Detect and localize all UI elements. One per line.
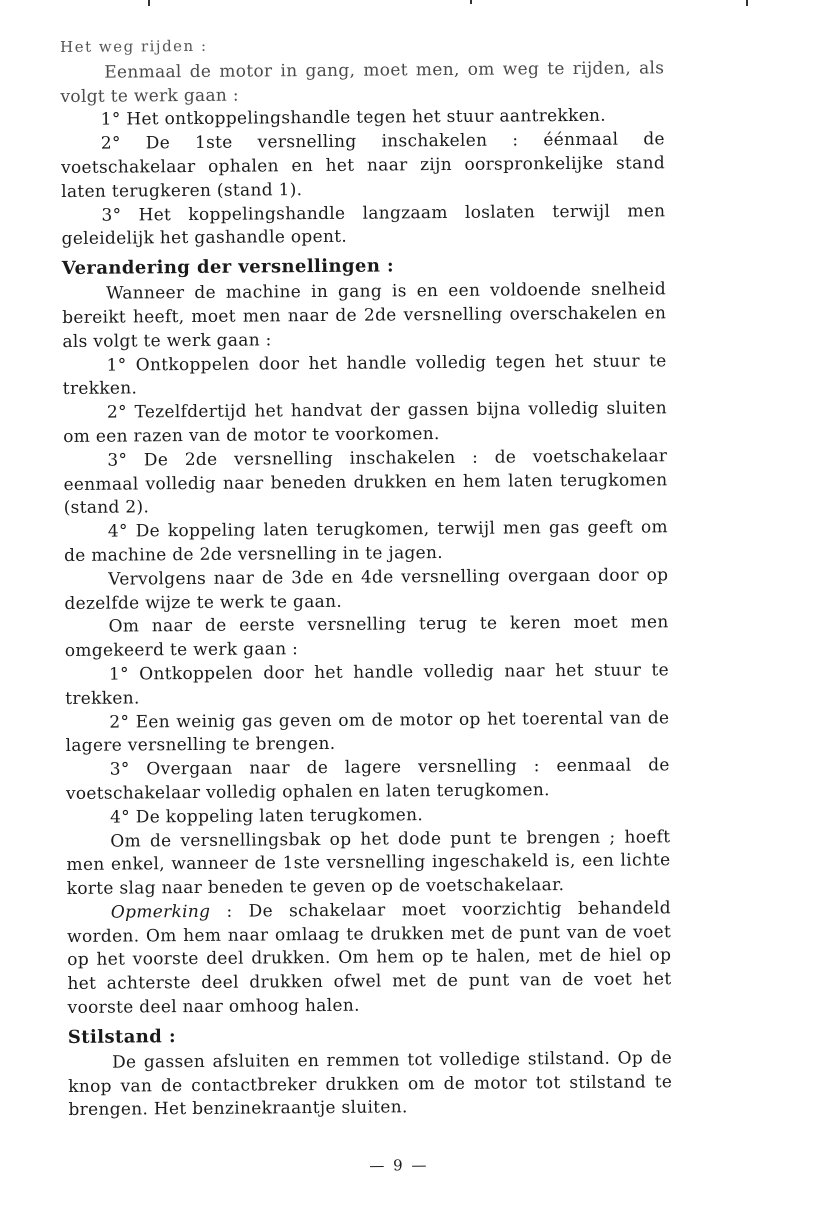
shift-step-1: 1° Ontkoppelen door het handle volledig tegen het stuur te trekken. <box>62 350 667 400</box>
heading-shifting: Verandering der versnellingen : <box>61 255 395 280</box>
heading-stop: Stilstand : <box>67 1025 177 1048</box>
shift-next-paragraph: Vervolgens naar de 3de en 4de versnelling overgaan door op dezelfde wijze te werk te gaan. <box>64 564 669 614</box>
start-step-1: 1° Het ontkoppelingshandle tegen het stuur aantrekken. <box>100 106 607 131</box>
document-page <box>60 31 673 1177</box>
downshift-step-3: 3° Overgaan naar de lagere versnelling : eenmaal de voetschakelaar volledig ophalen en laten terugkomen. <box>65 755 670 804</box>
start-step-3: 3° Het koppelingshandle langzaam loslaten terwijl men geleidelijk het gashandle opent. <box>61 200 666 250</box>
start-step-2: 2° De 1ste versnelling inschakelen : éénmaal de voetschakelaar ophalen en het naar zijn oorspronkelijke stand laten terugkeren (stand 1). <box>60 129 666 202</box>
scan-speck-top-center <box>470 0 472 4</box>
note-text: : De schakelaar moet voorzichtig behandeld worden. Om hem naar omlaag te drukken met de punt van de voet op het voorste deel drukken. Om hem op te halen, met de hiel op het achterste deel drukken ofwel met de punt van de voet het voorste deel naar omhoog halen. <box>66 898 672 1019</box>
stop-paragraph: De gassen afsluiten en remmen tot volledige stilstand. Op de knop van de contactbreker drukken om de motor tot stilstand te brengen. Het benzinekraantje sluiten. <box>68 1048 673 1121</box>
shift-step-3: 3° De 2de versnelling inschakelen : de voetschakelaar eenmaal volledig naar beneden drukken en hem laten terugkomen (stand 2). <box>63 445 668 519</box>
shift-step-4: 4° De koppeling laten terugkomen, terwijl men gas geeft om de machine de 2de versnelling in te jagen. <box>64 517 668 566</box>
downshift-step-4: 4° De koppeling laten terugkomen. <box>110 804 424 828</box>
note-paragraph <box>67 897 672 1021</box>
page-number: — 9 — <box>369 1156 429 1175</box>
downshift-step-1: 1° Ontkoppelen door het handle volledig naar het stuur te trekken. <box>65 660 670 709</box>
note-label: Opmerking <box>110 901 211 923</box>
scan-speck-top-left <box>148 0 150 6</box>
downshift-intro-paragraph: Om naar de eerste versnelling terug te keren moet men omgekeerd te werk gaan : <box>64 612 669 662</box>
running-head: Het weg rijden : <box>60 36 208 56</box>
intro-paragraph: Eenmaal de motor in gang, moet men, om weg te rijden, als volgt te werk gaan : <box>60 58 665 107</box>
shift-step-2: 2° Tezelfdertijd het handvat der gassen bijna volledig sluiten om een razen van de motor te voorkomen. <box>63 398 668 447</box>
neutral-paragraph: Om de versnellingsbak op het dode punt te brengen ; hoeft men enkel, wanneer de 1ste versnelling ingeschakeld is, een lichte korte slag naar beneden te geven op de voetschakelaar. <box>66 826 671 900</box>
scan-speck-top-right <box>746 0 748 6</box>
shift-intro-paragraph: Wanneer de machine in gang is en een voldoende snelheid bereikt heeft, moet men naar de 2de versnelling overschakelen en als volgt te werk gaan : <box>62 279 667 352</box>
downshift-step-2: 2° Een weinig gas geven om de motor op het toerental van de lagere versnelling te brengen. <box>65 707 670 757</box>
